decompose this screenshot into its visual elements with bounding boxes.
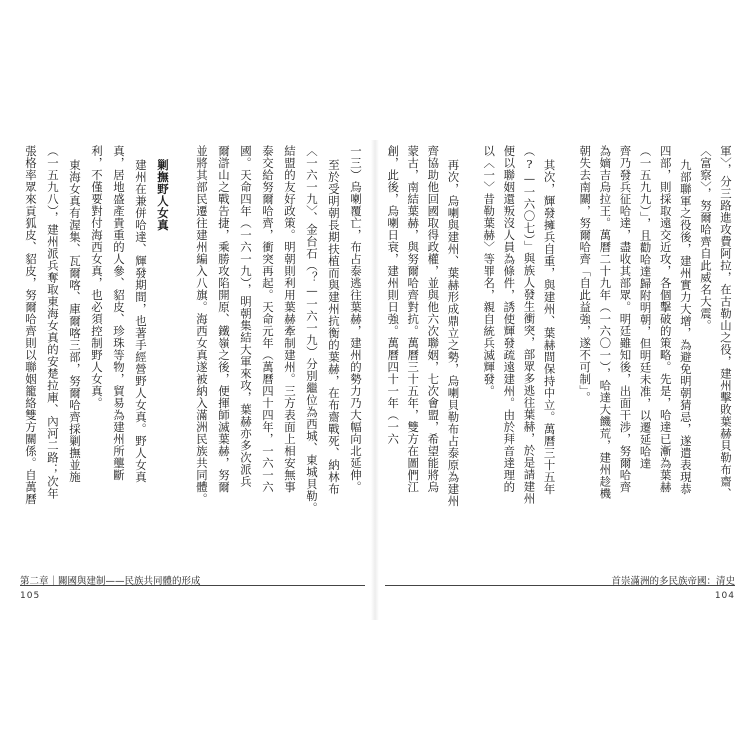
paragraph-spacer — [562, 145, 575, 555]
text-column: 便以聯姻還叛沒人員為條件，誘使輝發疏遠建州。由於拜音達理的 — [502, 145, 517, 493]
left-footer — [20, 573, 365, 611]
text-column: 為嫡吉烏拉王。萬曆二十九年（一六〇一），哈達大饑荒，建州趁機 — [598, 145, 613, 500]
text-column: 齊乃發兵征哈達，盡收其部眾。明廷雖知後，出面干涉，努爾哈齊 — [618, 145, 633, 493]
text-column: 四部，則採取遠交近攻，各個擊破的策略。先是，哈達已漸為葉赫 — [658, 145, 673, 493]
text-column: 軍〉，分三路進攻費阿拉，在古勒山之役，建州擊敗葉赫貝勒布齋、 — [719, 145, 733, 500]
right-running-title: 首崇滿洲的多民族帝國：清史 — [611, 576, 735, 587]
text-column: 蒙古，南結葉赫，與努爾哈齊對抗。萬曆三十五年，雙方在圖們江 — [406, 145, 421, 493]
right-text-columns — [385, 145, 735, 555]
text-column: 創，此後，烏喇日衰，建州則日強。萬曆四十一年（一六 — [386, 145, 401, 445]
text-column: 以〈一〉昔勒葉赫〉等罪名，親自統兵滅輝發。 — [482, 145, 497, 397]
left-footer-rule — [20, 585, 365, 586]
text-column: 結盟的友好政策。明朝則利用葉赫牽制建州。三方表面上相安無事 — [283, 145, 297, 493]
text-column: 九部聯軍之役後，建州實力大增，為避免明朝猜忌，遂遣表現恭 — [678, 159, 693, 495]
text-column: （一五九九）」，且勸哈達歸附明朝，但明廷未准，以遷延哈達 — [638, 145, 653, 470]
paragraph-spacer — [175, 145, 189, 555]
text-column: （?—一六〇七）」與族人發生衝突，部眾多逃往葉赫，於是請建州 — [522, 145, 537, 505]
text-column: 建州在兼併哈達、輝發期間，也著手經營野人女真。野人女真 — [134, 159, 148, 483]
text-column: （一五九八），建州派兵奪取東海女真的安楚拉庫、內河二路；次年 — [46, 145, 60, 500]
page-right — [385, 145, 735, 615]
text-column: 國。天命四年（一六一九），明朝集結大軍來攻，葉赫亦多次派兵 — [239, 145, 253, 488]
text-column: 利，不僅要對付海西女真，也必須控制野人女真。 — [90, 145, 104, 409]
text-column: 並將其部民遷往建州編入八旗。海西女真遂被納入滿洲民族共同體。 — [195, 145, 209, 505]
text-column: 〈一六一九〉、金台石（？—一六一九）分別繼位為西城、東城貝勒。 — [305, 145, 319, 514]
left-page-number: 105 — [20, 591, 41, 601]
text-column: 〈富察〉，努爾哈齊自此威名大震。 — [698, 145, 713, 332]
left-text-columns — [20, 145, 365, 555]
text-column: 泰交給努爾哈齊，衝突再起。天命元年（萬曆四十四年，一六一六 — [261, 145, 275, 493]
text-column: 至於受明朝長期扶植而與建州抗衡的葉赫，在布齋戰死、納林布 — [327, 159, 341, 495]
text-column: 東海女真有渥集、瓦爾喀、庫爾喀三部，努爾哈齊採剿撫並施 — [68, 159, 82, 483]
section-heading: 剿撫野人女真 — [156, 159, 170, 231]
paragraph-spacer — [465, 145, 478, 555]
text-column: 再次，烏喇與建州、葉赫形成鼎立之勢，烏喇貝勒布占泰原為建州 — [446, 159, 461, 507]
page-left — [20, 145, 365, 615]
text-column: 其次，輝發擁兵自重，與建州、葉赫間保持中立。萬曆三十五年 — [542, 159, 557, 495]
text-column: 朝失去南關，努爾哈齊「自此益強，遂不可制」。 — [578, 145, 593, 404]
text-column: 一三）烏喇覆亡，布占泰逃往葉赫，建州的勢力乃大幅向北延伸。 — [349, 145, 363, 493]
right-footer-rule — [385, 585, 735, 586]
text-column: 齊協助他回國取得政權，並與他六次聯姻，七次會盟，希望能將烏 — [426, 145, 441, 493]
right-footer — [385, 573, 735, 611]
left-running-title: 第二章｜關國與建制——民族共同體的形成 — [20, 576, 201, 587]
text-column: 爾滸山之戰告捷，乘勝攻陷開原、鐵嶺之後，便揮師滅葉赫，努爾 — [217, 145, 231, 493]
book-gutter — [371, 140, 379, 620]
text-column: 真，居地盛產貴重的人參、貂皮、珍珠等物，貿易為建州所壟斷 — [112, 145, 126, 481]
right-page-number: 104 — [714, 591, 735, 601]
text-column: 張格率眾來貢狐皮、貂皮，努爾哈齊則以聯姻籠絡雙方關係。自萬曆 — [24, 145, 38, 505]
